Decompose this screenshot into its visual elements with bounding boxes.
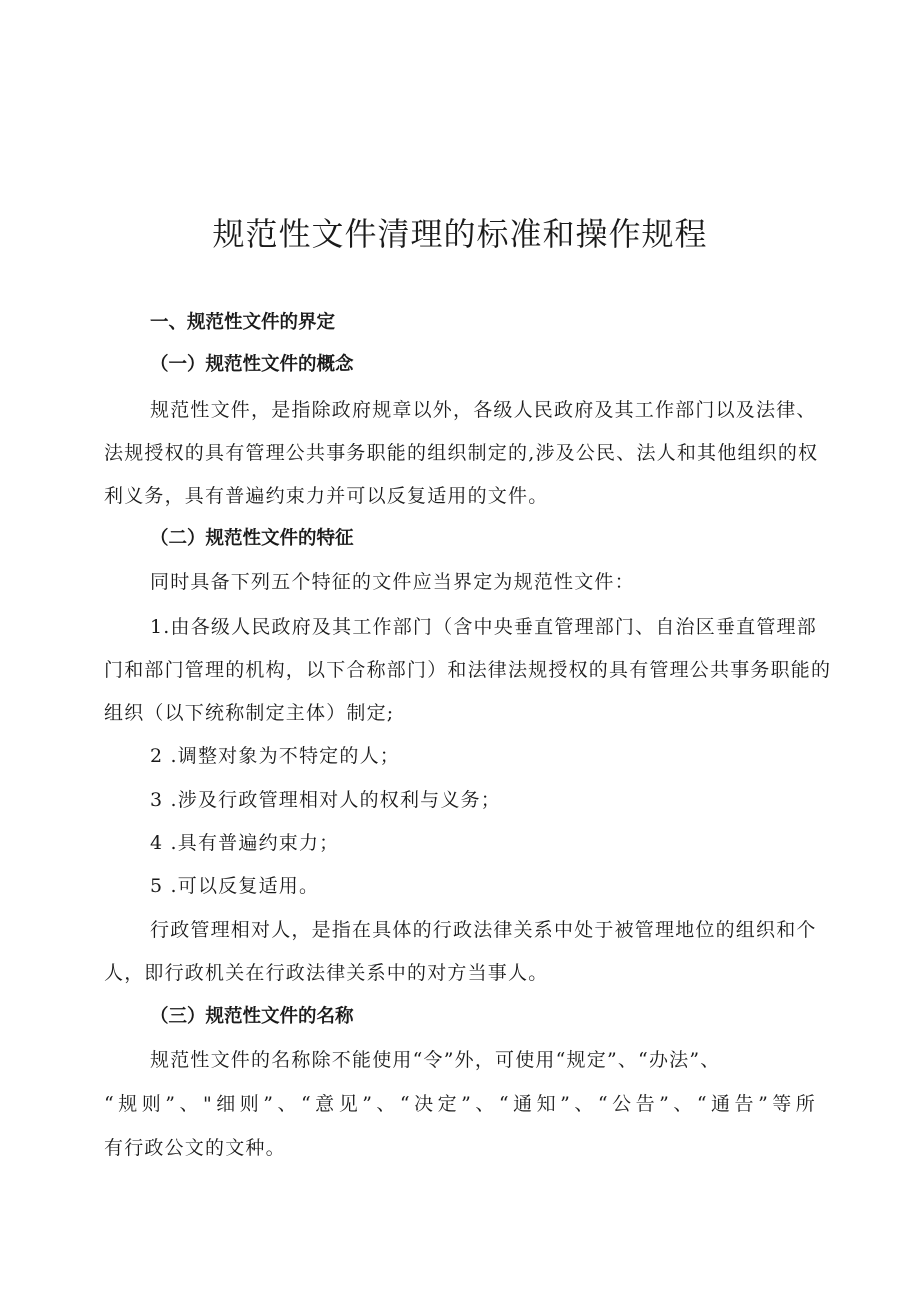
- paragraph-line: 利义务，具有普遍约束力并可以反复适用的文件。: [104, 485, 549, 507]
- document-title: 规范性文件清理的标准和操作规程: [212, 215, 708, 253]
- list-item-3: 3 .涉及行政管理相对人的权利与义务；: [150, 789, 501, 811]
- paragraph-line: 同时具备下列五个特征的文件应当界定为规范性文件：: [150, 571, 635, 593]
- list-item-1-line: 组织（以下统称制定主体）制定;: [104, 702, 395, 724]
- paragraph-line: 规范性文件，是指除政府规章以外，各级人民政府及其工作部门以及法律、: [150, 399, 817, 421]
- paragraph-line: 人，即行政机关在行政法律关系中的对方当事人。: [104, 962, 549, 984]
- list-item-4: 4 .具有普遍约束力；: [150, 832, 340, 854]
- paragraph-line: 有行政公文的文种。: [104, 1137, 286, 1159]
- list-item-1-line: 1.由各级人民政府及其工作部门（含中央垂直管理部门、自治区垂直管理部: [150, 616, 817, 638]
- section-heading-1: 一、规范性文件的界定: [150, 312, 336, 333]
- list-item-1-line: 门和部门管理的机构，以下合称部门）和法律法规授权的具有管理公共事务职能的: [104, 659, 832, 681]
- subsection-heading-concept: （一）规范性文件的概念: [150, 354, 354, 375]
- list-item-5: 5 .可以反复适用。: [150, 875, 320, 897]
- subsection-heading-features: （二）规范性文件的特征: [150, 528, 354, 549]
- list-item-2: 2 .调整对象为不特定的人；: [150, 745, 400, 767]
- paragraph-line: 法规授权的具有管理公共事务职能的组织制定的,涉及公民、法人和其他组织的权: [104, 442, 819, 464]
- subsection-heading-names: （三）规范性文件的名称: [150, 1006, 354, 1027]
- paragraph-line: “规则”、"细则”、“意见”、“决定”、“通知”、“公告”、“通告”等所: [104, 1093, 816, 1115]
- paragraph-line: 规范性文件的名称除不能使用“令”外，可使用“规定”、“办法”、: [150, 1049, 721, 1071]
- paragraph-line: 行政管理相对人，是指在具体的行政法律关系中处于被管理地位的组织和个: [150, 919, 817, 941]
